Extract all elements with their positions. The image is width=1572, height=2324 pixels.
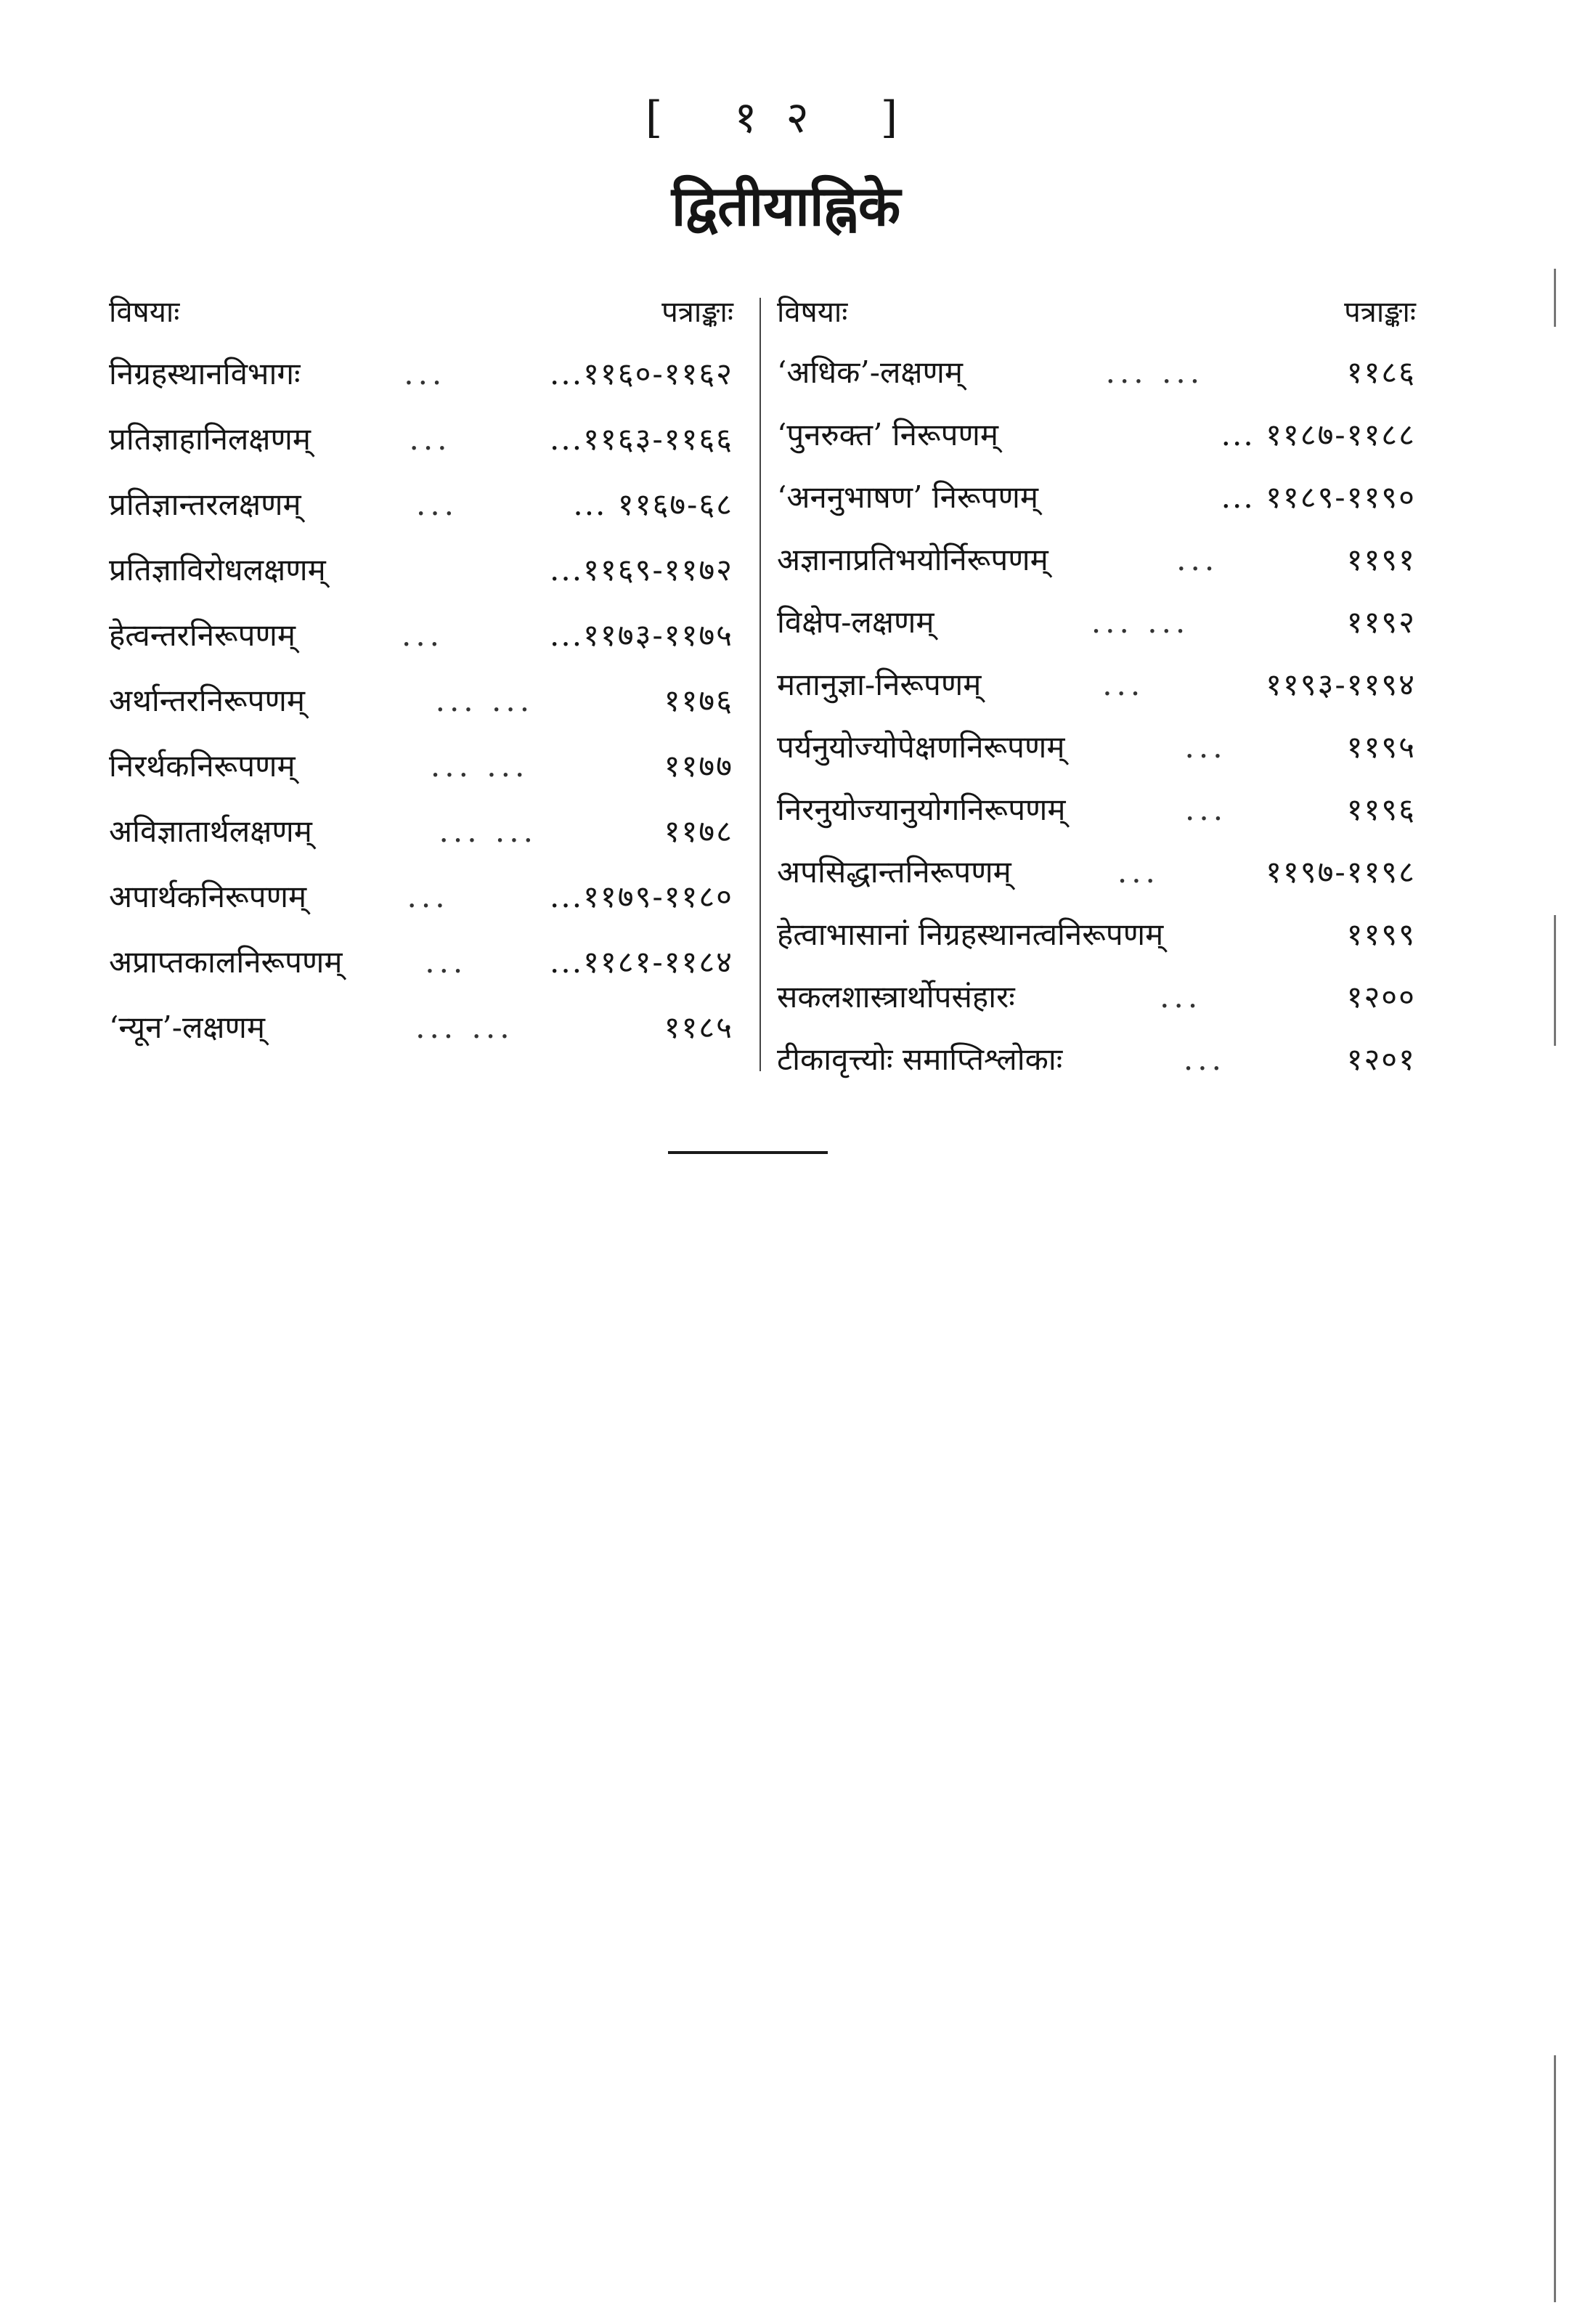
- toc-entry: [109, 799, 733, 864]
- toc-entry: [777, 529, 1416, 591]
- toc-entry: [109, 734, 733, 799]
- toc-entry: [109, 537, 733, 603]
- toc-entry-pages: ... ११६७-६८: [573, 487, 733, 522]
- toc-entry-pages: १२००: [1346, 979, 1416, 1015]
- toc-entry-pages: ... ११८७-११८८: [1221, 417, 1416, 452]
- column-header-topic: विषयाः: [777, 296, 848, 329]
- toc-entry: [777, 716, 1416, 779]
- toc-entry: [109, 603, 733, 668]
- column-header-pages: पत्राङ्काः: [1344, 296, 1416, 329]
- toc-entry-leader: ...: [1160, 979, 1202, 1015]
- toc-entry-leader: ... ...: [439, 813, 537, 849]
- toc-entry-topic: अविज्ञातार्थलक्षणम्: [109, 813, 312, 849]
- toc-left-column: [109, 290, 733, 1060]
- toc-entry-leader: ...: [1176, 542, 1219, 577]
- toc-entry: [109, 995, 733, 1060]
- toc-entry-topic: अर्थान्तरनिरूपणम्: [109, 683, 306, 718]
- toc-entry: [777, 591, 1416, 654]
- toc-right-column: [777, 290, 1416, 1091]
- toc-entry-topic: अज्ञानाप्रतिभयोर्निरूपणम्: [777, 542, 1048, 577]
- toc-right-rows: [777, 341, 1416, 1091]
- toc-entry-leader: ...: [409, 421, 452, 457]
- toc-entry: [777, 779, 1416, 841]
- toc-entry-leader: ...: [1117, 854, 1160, 890]
- toc-entry-topic: प्रतिज्ञाहानिलक्षणम्: [109, 421, 311, 457]
- toc-entry-leader: ...: [415, 487, 459, 522]
- toc-left-header: [109, 290, 733, 341]
- toc-entry-topic: ‘अधिक’-लक्षणम्: [777, 354, 964, 390]
- section-title: द्वितीयाह्निके: [671, 174, 901, 238]
- toc-entry-pages: ११९१: [1346, 542, 1416, 577]
- toc-entry: [109, 407, 733, 472]
- toc-entry-leader: ... ...: [1105, 354, 1205, 390]
- toc-entry-pages: ११९९: [1346, 917, 1416, 952]
- toc-entry: [777, 404, 1416, 466]
- toc-entry-topic: निरनुयोज्यानुयोगनिरूपणम्: [777, 792, 1066, 827]
- toc-entry-pages: १२०१: [1346, 1041, 1416, 1077]
- toc-entry-leader: ...: [1183, 1041, 1226, 1077]
- toc-entry: [109, 472, 733, 537]
- toc-entry-pages: ...११७३-११७५: [550, 617, 733, 653]
- toc-entry-pages: ...११६९-११७२: [550, 552, 733, 588]
- toc-entry-topic: ‘न्यून’-लक्षणम्: [109, 1009, 266, 1045]
- toc-entry-leader: ...: [407, 879, 449, 914]
- toc-entry: [777, 903, 1416, 966]
- toc-entry-topic: प्रतिज्ञान्तरलक्षणम्: [109, 487, 301, 522]
- scan-edge-mark: [1554, 915, 1556, 1046]
- toc-entry-topic: ‘अननुभाषण’ निरूपणम्: [777, 479, 1038, 515]
- toc-entry: [109, 668, 733, 734]
- toc-entry-topic: निरर्थकनिरूपणम्: [109, 748, 296, 784]
- page-number: [ १२ ]: [645, 92, 927, 143]
- toc-entry-leader: ... ...: [430, 748, 529, 784]
- toc-entry-pages: ११७७: [664, 748, 733, 784]
- toc-entry: [777, 341, 1416, 404]
- toc-entry: [777, 841, 1416, 903]
- toc-entry: [777, 966, 1416, 1028]
- column-header-pages: पत्राङ्काः: [661, 296, 733, 329]
- toc-entry-pages: ११७६: [664, 683, 733, 718]
- toc-entry: [109, 930, 733, 995]
- toc-entry-leader: ...: [1185, 792, 1228, 827]
- column-divider: [759, 298, 761, 1071]
- toc-entry-topic: अप्राप्तकालनिरूपणम्: [109, 944, 343, 980]
- toc-entry-topic: ‘पुनरुक्त’ निरूपणम्: [777, 417, 998, 452]
- toc-entry: [109, 341, 733, 407]
- toc-entry-pages: ११९३-११९४: [1266, 667, 1416, 702]
- toc-entry-topic: मतानुज्ञा-निरूपणम्: [777, 667, 982, 702]
- toc-entry-pages: ११७८: [664, 813, 733, 849]
- toc-entry-topic: विक्षेप-लक्षणम्: [777, 604, 934, 640]
- toc-entry-leader: ...: [401, 617, 444, 653]
- toc-entry-pages: ...११७९-११८०: [550, 879, 733, 914]
- toc-entry-pages: ११९५: [1346, 729, 1416, 765]
- toc-entry-pages: ११९७-११९८: [1266, 854, 1416, 890]
- toc-entry-leader: ... ...: [1091, 604, 1190, 640]
- toc-left-rows: [109, 341, 733, 1060]
- toc-entry-topic: अपसिद्धान्तनिरूपणम्: [777, 854, 1011, 890]
- toc-entry-topic: प्रतिज्ञाविरोधलक्षणम्: [109, 552, 326, 588]
- toc-entry-leader: ...: [1102, 667, 1145, 702]
- toc-right-header: [777, 290, 1416, 341]
- toc-entry-leader: ...: [425, 944, 468, 980]
- toc-entry: [777, 654, 1416, 716]
- toc-entry-leader: ...: [1184, 729, 1227, 765]
- toc-entry: [777, 466, 1416, 529]
- scan-edge-mark: [1554, 2055, 1556, 2302]
- toc-entry-topic: हेत्वन्तरनिरूपणम्: [109, 617, 296, 653]
- closing-rule: [668, 1151, 828, 1154]
- toc-entry-pages: ...११६३-११६६: [550, 421, 733, 457]
- toc-entry-pages: ... ११८९-११९०: [1221, 479, 1416, 515]
- toc-entry: [777, 1028, 1416, 1091]
- toc-entry-topic: सकलशास्त्रार्थोपसंहारः: [777, 979, 1015, 1015]
- toc-entry-pages: ...११८१-११८४: [550, 944, 733, 980]
- toc-entry-topic: पर्यनुयोज्योपेक्षणनिरूपणम्: [777, 729, 1065, 765]
- column-header-topic: विषयाः: [109, 296, 180, 329]
- toc-entry-topic: हेत्वाभासानां निग्रहस्थानत्वनिरूपणम्: [777, 917, 1164, 952]
- toc-entry-pages: ११८६: [1346, 354, 1416, 390]
- toc-entry-leader: ... ...: [435, 683, 534, 718]
- toc-entry-leader: ... ...: [415, 1009, 514, 1045]
- toc-entry-pages: ...११६०-११६२: [550, 356, 733, 391]
- toc-entry-topic: टीकावृत्त्योः समाप्तिश्लोकाः: [777, 1041, 1063, 1077]
- toc-entry-topic: निग्रहस्थानविभागः: [109, 356, 301, 391]
- toc-entry-pages: ११९२: [1346, 604, 1416, 640]
- scan-edge-mark: [1554, 269, 1556, 327]
- toc-entry-pages: ११८५: [664, 1009, 733, 1045]
- table-of-contents: [109, 290, 1416, 1089]
- toc-entry-topic: अपार्थकनिरूपणम्: [109, 879, 307, 914]
- toc-entry-leader: ...: [404, 356, 447, 391]
- toc-entry: [109, 864, 733, 930]
- toc-entry-pages: ११९६: [1346, 792, 1416, 827]
